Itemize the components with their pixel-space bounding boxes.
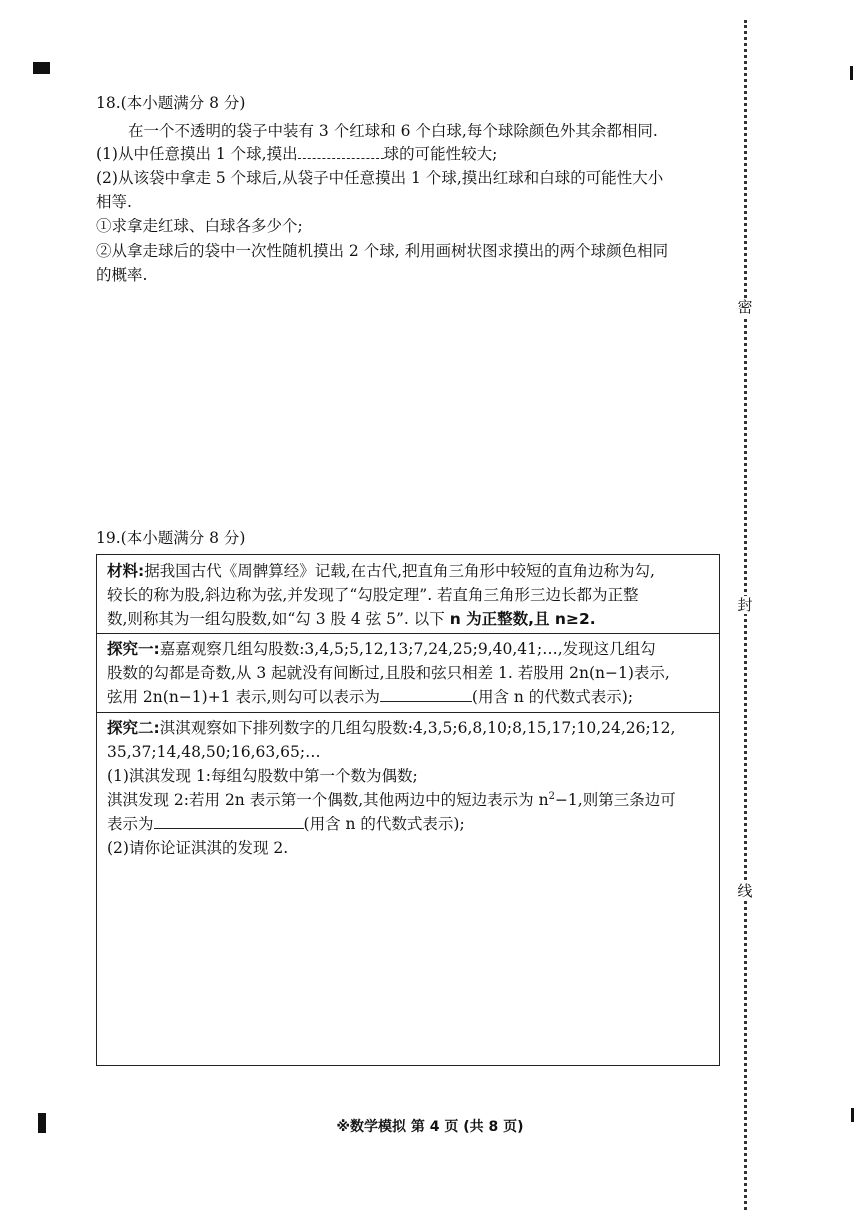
q18-part1 — [96, 144, 497, 164]
material-text-1: 据我国古代《周髀算经》记载,在古代,把直角三角形中较短的直角边称为勾, — [144, 562, 655, 580]
divider-2 — [97, 712, 719, 713]
q19-header: 19.(本小题满分 8 分) — [96, 529, 246, 547]
explore2-line5-suffix: (用含 n 的代数式表示); — [303, 815, 465, 833]
q18-sub1: ①求拿走红球、白球各多少个; — [96, 217, 303, 235]
corner-mark-top-left — [33, 62, 50, 74]
explore1-suffix: (用含 n 的代数式表示); — [471, 688, 634, 706]
q18-stem: 在一个不透明的袋子中装有 3 个红球和 6 个白球,每个球除颜色外其余都相同. — [128, 122, 658, 140]
q18-part1-answer-blank[interactable] — [298, 144, 384, 159]
binding-char-mi: 密 — [737, 298, 753, 316]
explore1-prefix: 弦用 2n(n−1)+1 表示,则勾可以表示为 — [107, 688, 380, 706]
explore1-text-1: 嘉嘉观察几组勾股数:3,4,5;5,12,13;7,24,25;9,40,41;…,发现这几组勾 — [159, 640, 656, 658]
explore2-line1 — [107, 718, 675, 738]
q18-sub2-line1: ②从拿走球后的袋中一次性随机摸出 2 个球, 利用画树状图求摸出的两个球颜色相同 — [96, 242, 669, 260]
q18-sub2-line2: 的概率. — [96, 266, 148, 284]
material-line1 — [107, 561, 655, 581]
explore2-line3: (1)淇淇发现 1:每组勾股数中第一个数为偶数; — [107, 767, 418, 785]
explore2-line4 — [107, 790, 676, 810]
binding-dotted-line — [744, 20, 747, 1210]
explore2-exponent: 2 — [548, 790, 555, 802]
explore1-answer-blank[interactable] — [380, 687, 472, 702]
edge-mark-top-right — [850, 66, 853, 80]
explore1-label: 探究一: — [107, 640, 160, 658]
q18-answer-area[interactable] — [96, 295, 716, 520]
page-footer: ※数学模拟 第 4 页 (共 8 页) — [336, 1119, 524, 1135]
material-condition: n 为正整数,且 n≥2. — [449, 610, 596, 628]
explore1-line1 — [107, 639, 656, 659]
explore2-line5 — [107, 814, 465, 834]
explore2-line2: 35,37;14,48,50;16,63,65;… — [107, 743, 321, 761]
explore2-answer-blank[interactable] — [154, 814, 304, 829]
binding-char-feng: 封 — [737, 596, 753, 614]
q19-proof-answer-area[interactable] — [105, 865, 709, 1055]
explore2-label: 探究二: — [107, 719, 160, 737]
divider-1 — [97, 633, 719, 634]
explore2-line4-prefix: 淇淇发现 2:若用 2n 表示第一个偶数,其他两边中的短边表示为 n — [107, 791, 549, 809]
q18-part2-line2: 相等. — [96, 193, 132, 211]
explore1-line2: 股数的勾都是奇数,从 3 起就没有间断过,且股和弦只相差 1. 若股用 2n(n−1)表示, — [107, 664, 670, 682]
explore2-line4-suffix: −1,则第三条边可 — [554, 791, 676, 809]
explore2-line6: (2)请你论证淇淇的发现 2. — [107, 839, 289, 857]
explore2-line5-prefix: 表示为 — [107, 815, 154, 833]
material-label: 材料: — [107, 562, 145, 580]
explore2-text-1: 淇淇观察如下排列数字的几组勾股数:4,3,5;6,8,10;8,15,17;10,24,26;12, — [159, 719, 676, 737]
q18-part1-suffix: 球的可能性较大; — [383, 145, 498, 163]
material-text-3: 数,则称其为一组勾股数,如“勾 3 股 4 弦 5”. 以下 — [107, 610, 450, 628]
q18-part2-line1: (2)从该袋中拿走 5 个球后,从袋子中任意摸出 1 个球,摸出红球和白球的可能性大小 — [96, 169, 664, 187]
explore1-line3 — [107, 687, 633, 707]
q19-material-box — [96, 554, 720, 1066]
q18-header: 18.(本小题满分 8 分) — [96, 94, 246, 112]
q18-part1-prefix: (1)从中任意摸出 1 个球,摸出 — [96, 145, 298, 163]
material-line3 — [107, 609, 596, 629]
material-line2: 较长的称为股,斜边称为弦,并发现了“勾股定理”. 若直角三角形三边长都为正整 — [107, 586, 639, 604]
binding-char-xian: 线 — [737, 882, 753, 900]
